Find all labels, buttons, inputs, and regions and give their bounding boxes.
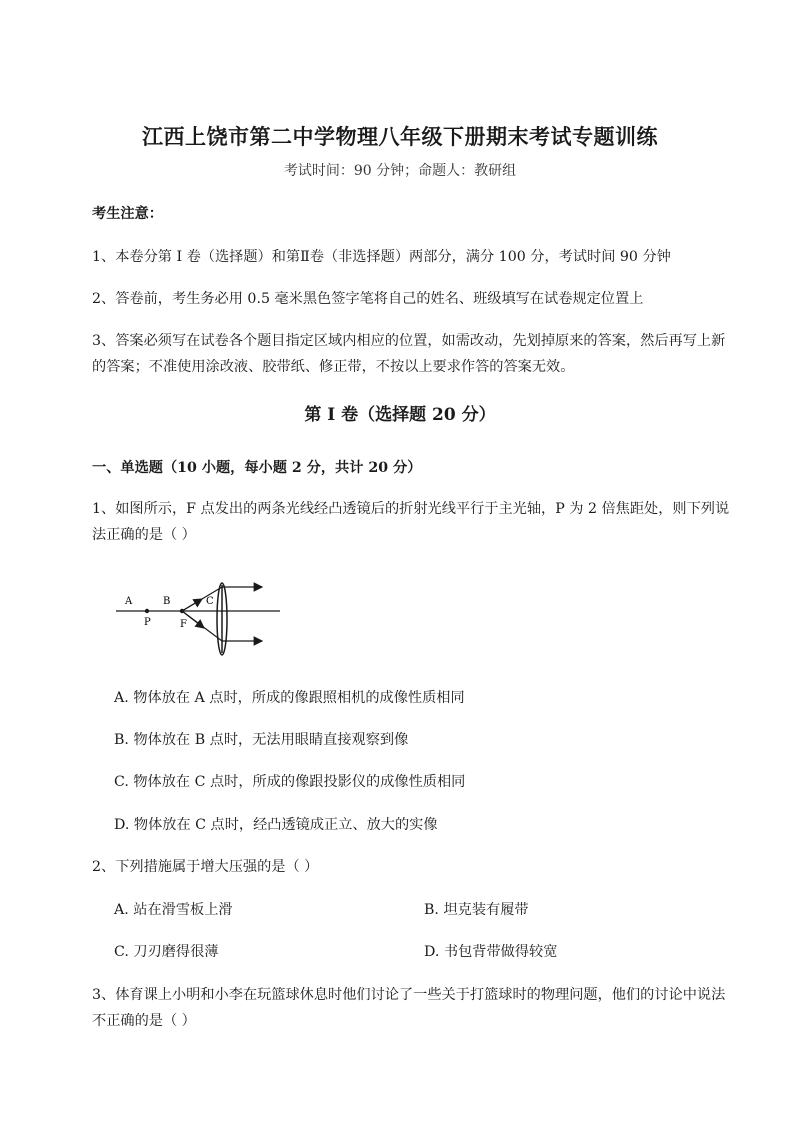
notice-heading: 考生注意： (92, 206, 163, 222)
question-2-option-a[interactable]: A. 站在滑雪板上滑 (114, 902, 233, 918)
convex-lens-figure (112, 582, 292, 662)
label-a: A (125, 596, 133, 607)
question-1-option-b[interactable]: B. 物体放在 B 点时，无法用眼睛直接观察到像 (114, 732, 409, 748)
notice-item-3-cont: 的答案；不准使用涂改液、胶带纸、修正带，不按以上要求作答的答案无效。 (92, 359, 575, 375)
question-2-option-b[interactable]: B. 坦克装有履带 (424, 902, 529, 918)
exam-title: 江西上饶市第二中学物理八年级下册期末考试专题训练 (142, 124, 658, 149)
question-1-text: 1、如图所示，F 点发出的两条光线经凸透镜后的折射光线平行于主光轴，P 为 2 倍焦距处，则下列说 (92, 501, 730, 517)
section-title: 第 I 卷（选择题 20 分） (304, 405, 496, 425)
notice-item-2: 2、答卷前，考生务必用 0.5 毫米黑色签字笔将自己的姓名、班级填写在试卷规定位置上 (92, 291, 644, 307)
notice-item-3: 3、答案必须写在试卷各个题目指定区域内相应的位置，如需改动，先划掉原来的答案，然后再写上新 (92, 333, 726, 349)
label-b: B (163, 596, 171, 607)
question-3-text: 3、体育课上小明和小李在玩篮球休息时他们讨论了一些关于打篮球时的物理问题，他们的讨论中说法 (92, 987, 726, 1003)
notice-item-1: 1、本卷分第 I 卷（选择题）和第Ⅱ卷（非选择题）两部分，满分 100 分，考试时间 90 分钟 (92, 249, 671, 265)
point-p-dot (145, 609, 149, 613)
label-p: P (144, 617, 151, 628)
exam-subtitle: 考试时间：90 分钟；命题人：教研组 (283, 163, 517, 179)
part-heading: 一、单选题（10 小题，每小题 2 分，共计 20 分） (92, 460, 422, 476)
label-c: C (206, 596, 214, 607)
question-3-text-cont: 不正确的是（ ） (92, 1013, 196, 1029)
question-2-text: 2、下列措施属于增大压强的是（ ） (92, 859, 319, 875)
question-1-text-cont: 法正确的是（ ） (92, 527, 196, 543)
question-1-option-c[interactable]: C. 物体放在 C 点时，所成的像跟投影仪的成像性质相同 (114, 774, 466, 790)
question-1-option-d[interactable]: D. 物体放在 C 点时，经凸透镜成正立、放大的实像 (114, 817, 438, 833)
point-f-dot (180, 609, 184, 613)
label-f: F (180, 619, 187, 630)
question-2-option-d[interactable]: D. 书包背带做得较宽 (424, 944, 558, 960)
question-2-option-c[interactable]: C. 刀刃磨得很薄 (114, 944, 219, 960)
question-1-option-a[interactable]: A. 物体放在 A 点时，所成的像跟照相机的成像性质相同 (114, 690, 465, 706)
